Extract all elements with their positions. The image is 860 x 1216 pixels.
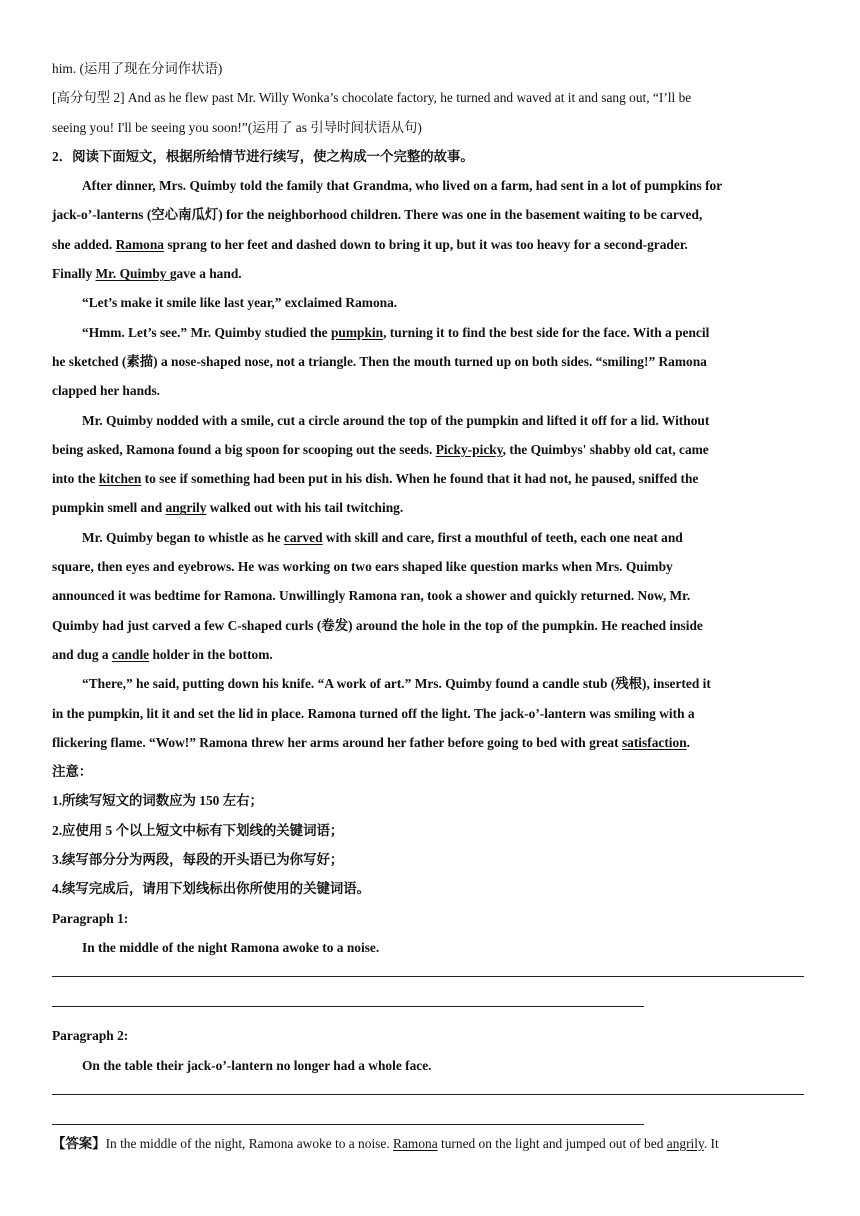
answer-line <box>52 976 804 977</box>
text-span: Mr. Quimby began to whistle as he <box>82 529 284 545</box>
text-span: , the Quimbys' shabby old cat, came <box>502 441 709 457</box>
story-line <box>52 523 808 552</box>
text-span: . <box>686 734 691 750</box>
story-line <box>52 259 808 288</box>
story-line: jack-o’-lanterns (空心南瓜灯) for the neighborhood children. There was one in the basement waiting to be carved, <box>52 207 703 223</box>
note-item: 2.应使用 5 个以上短文中标有下划线的关键词语； <box>52 822 344 838</box>
story-line: he sketched (素描) a nose-shaped nose, not a triangle. Then the mouth turned up on both sides. “smiling!” Ramona <box>52 353 707 369</box>
paragraph-2-opening: On the table their jack-o’-lantern no longer had a whole face. <box>82 1057 432 1073</box>
story-line <box>52 728 808 757</box>
text-span: sprang to her feet and dashed down to bring it up, but it was too heavy for a second-grader. <box>164 236 688 252</box>
story-line: in the pumpkin, lit it and set the lid in place. Ramona turned off the light. The jack-o’-lantern was smiling with a <box>52 705 695 721</box>
story-line <box>52 435 808 464</box>
story-line: Mr. Quimby nodded with a smile, cut a circle around the top of the pumpkin and lifted it off for a lid. Without <box>82 412 710 428</box>
text-span: being asked, Ramona found a big spoon for scooping out the seeds. <box>52 441 436 457</box>
keyword-pumpkin: pumpkin <box>330 324 384 340</box>
text-span: turned on the light and jumped out of bed <box>437 1135 667 1151</box>
paragraph-1-label: Paragraph 1: <box>52 910 129 926</box>
answer-keyword-ramona: Ramona <box>393 1135 438 1151</box>
story-line <box>52 230 808 259</box>
keyword-mr-quimby: Mr. Quimby <box>95 266 170 282</box>
text-span: In the middle of the night, Ramona awoke to a noise. <box>105 1135 394 1151</box>
text-span: into the <box>52 471 99 487</box>
keyword-picky-picky: Picky-picky <box>435 441 503 457</box>
paragraph-2-label: Paragraph 2: <box>52 1028 129 1044</box>
story-line <box>52 318 808 347</box>
keyword-kitchen: kitchen <box>98 471 142 487</box>
text-span: walked out with his tail twitching. <box>206 500 404 516</box>
intro-line: him. (运用了现在分词作状语) <box>52 61 223 76</box>
text-span: holder in the bottom. <box>149 646 273 662</box>
task-heading: 2．阅读下面短文，根据所给情节进行续写，使之构成一个完整的故事。 <box>52 148 474 164</box>
keyword-candle: candle <box>111 646 150 662</box>
answer-line <box>52 1094 804 1095</box>
story-line: “There,” he said, putting down his knife. “A work of art.” Mrs. Quimby found a candle stub (残根), inserted it <box>82 676 711 692</box>
answer-keyword-angrily: angrily <box>666 1135 704 1151</box>
note-item: 4.续写完成后，请用下划线标出你所使用的关键词语。 <box>52 881 371 897</box>
story-line: “Let’s make it smile like last year,” exclaimed Ramona. <box>82 295 398 311</box>
story-line: Quimby had just carved a few C-shaped curls (卷发) around the hole in the top of the pumpkin. He reached inside <box>52 617 703 633</box>
story-line: square, then eyes and eyebrows. He was working on two ears shaped like question marks when Mrs. Quimby <box>52 559 673 575</box>
paragraph-1-opening: In the middle of the night Ramona awoke to a noise. <box>82 939 380 955</box>
text-span: “Hmm. Let’s see.” Mr. Quimby studied the <box>82 324 331 340</box>
text-span: with skill and care, first a mouthful of teeth, each one neat and <box>322 529 683 545</box>
text-span: gave a hand. <box>169 266 242 282</box>
story-line: clapped her hands. <box>52 383 161 399</box>
text-span: . It <box>703 1135 719 1151</box>
text-span: to see if something had been put in his dish. When he found that it had not, he paused, sniffed the <box>141 471 699 487</box>
intro-line: seeing you! I'll be seeing you soon!”(运用了 as 引导时间状语从句) <box>52 119 422 135</box>
story-line: announced it was bedtime for Ramona. Unwillingly Ramona ran, took a shower and quickly returned. Now, Mr. <box>52 588 691 604</box>
story-line <box>52 493 808 522</box>
text-span: and dug a <box>52 646 112 662</box>
intro-line: [高分句型 2] And as he flew past Mr. Willy Wonka’s chocolate factory, he turned and waved at it and sang out, “I’ll be <box>52 90 692 106</box>
keyword-ramona: Ramona <box>115 236 164 252</box>
document-page <box>52 54 808 1158</box>
answer-line-text <box>52 1129 808 1158</box>
note-item: 1.所续写短文的词数应为 150 左右； <box>52 793 263 809</box>
text-span: , turning it to find the best side for the face. With a pencil <box>383 324 710 340</box>
text-span: Finally <box>52 266 96 282</box>
story-line <box>52 464 808 493</box>
text-span: flickering flame. “Wow!” Ramona threw her arms around her father before going to bed with great <box>52 734 622 750</box>
story-line <box>52 640 808 669</box>
text-span: she added. <box>52 236 116 252</box>
keyword-angrily: angrily <box>165 500 207 516</box>
answer-label: 【答案】 <box>52 1135 106 1151</box>
keyword-carved: carved <box>283 529 323 545</box>
spacer <box>52 1007 808 1021</box>
note-item: 3.续写部分分为两段，每段的开头语已为你写好； <box>52 852 344 868</box>
notes-heading: 注意： <box>52 764 93 780</box>
text-span: pumpkin smell and <box>52 500 166 516</box>
story-line: After dinner, Mrs. Quimby told the family that Grandma, who lived on a farm, had sent in a lot of pumpkins for <box>82 178 723 194</box>
keyword-satisfaction: satisfaction <box>621 734 687 750</box>
